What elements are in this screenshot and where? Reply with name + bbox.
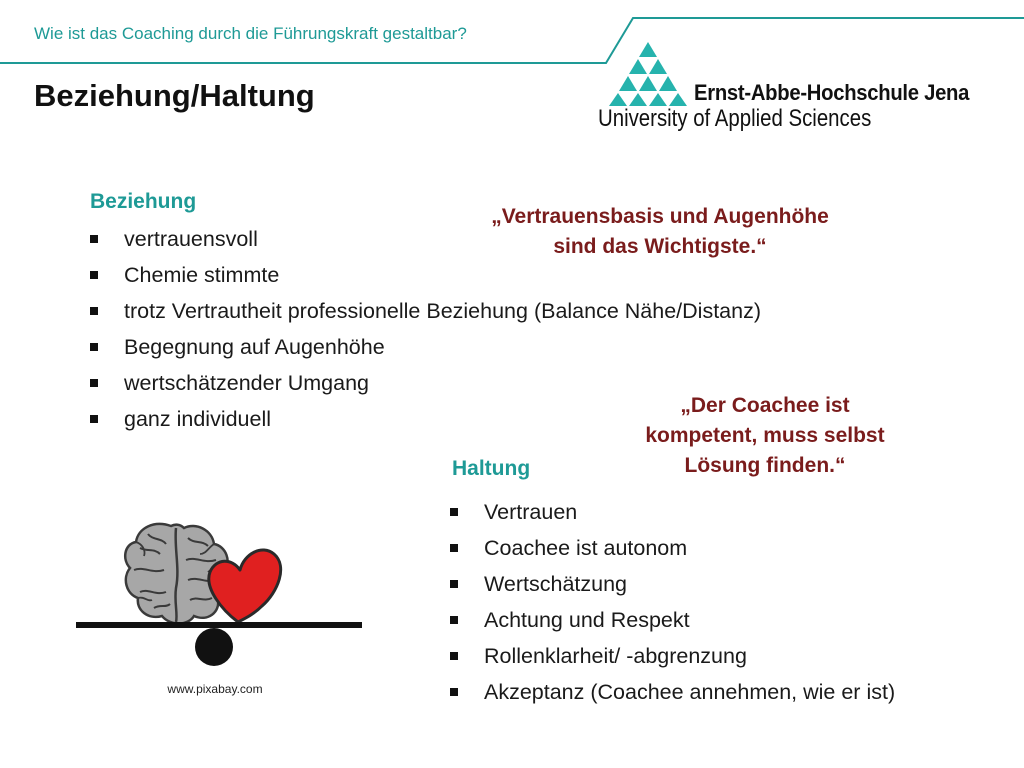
list-item: Wertschätzung	[446, 566, 895, 602]
balance-beam	[76, 622, 362, 628]
image-credit: www.pixabay.com	[167, 682, 263, 696]
list-item: Achtung und Respekt	[446, 602, 895, 638]
list-item: vertrauensvoll	[86, 221, 761, 257]
list-item: Akzeptanz (Coachee annehmen, wie er ist)	[446, 674, 895, 710]
quote-line: Lösung finden.“	[684, 454, 846, 477]
list-item: Coachee ist autonom	[446, 530, 895, 566]
logo-subtitle: University of Applied Sciences	[598, 105, 872, 132]
header-title: Wie ist das Coaching durch die Führungskraft gestaltbar?	[34, 24, 467, 43]
quote-line: „Vertrauensbasis und Augenhöhe	[491, 205, 829, 228]
list-item: ganz individuell	[86, 401, 761, 437]
quote-line: „Der Coachee ist	[680, 394, 850, 417]
brain-heart-balance-icon	[76, 518, 366, 673]
quote-line: kompetent, muss selbst	[645, 424, 885, 447]
list-item: Chemie stimmte	[86, 257, 761, 293]
list-item: trotz Vertrautheit professionelle Beziehung (Balance Nähe/Distanz)	[86, 293, 761, 329]
quote-trust	[440, 202, 880, 262]
haltung-list	[446, 494, 895, 710]
triangle-mosaic-icon	[607, 40, 689, 106]
beziehung-heading: Beziehung	[90, 190, 197, 213]
haltung-heading: Haltung	[452, 457, 531, 480]
list-item: Rollenklarheit/ -abgrenzung	[446, 638, 895, 674]
logo-name: Ernst-Abbe-Hochschule Jena	[694, 80, 970, 105]
list-item: wertschätzender Umgang	[86, 365, 761, 401]
list-item: Begegnung auf Augenhöhe	[86, 329, 761, 365]
quote-coachee	[600, 391, 930, 481]
list-item: Vertrauen	[446, 494, 895, 530]
slide-title: Beziehung/Haltung	[34, 78, 315, 113]
heart-icon	[209, 550, 281, 622]
quote-line: sind das Wichtigste.“	[553, 235, 767, 258]
balance-fulcrum	[195, 628, 233, 666]
